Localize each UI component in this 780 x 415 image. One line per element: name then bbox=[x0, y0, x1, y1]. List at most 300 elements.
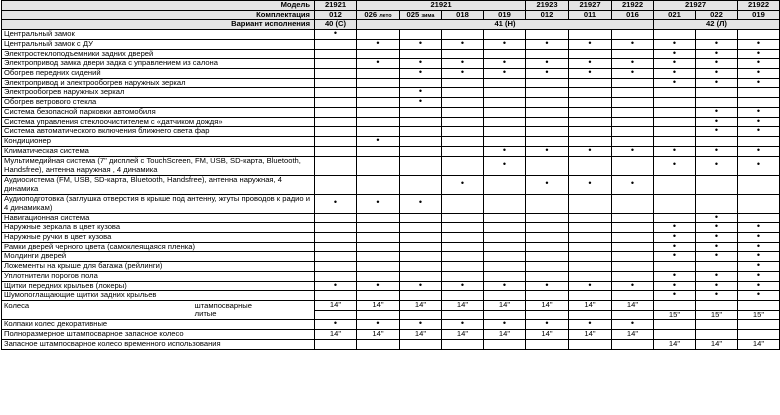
availability-cell bbox=[400, 175, 442, 194]
included-dot: • bbox=[756, 290, 761, 300]
included-dot: • bbox=[588, 58, 592, 68]
table-row bbox=[2, 78, 780, 88]
availability-cell bbox=[357, 49, 400, 59]
availability-cell bbox=[612, 137, 654, 147]
included-dot: • bbox=[756, 58, 761, 68]
availability-cell bbox=[569, 107, 612, 117]
availability-cell bbox=[442, 146, 484, 156]
availability-cell bbox=[696, 69, 738, 79]
availability-cell bbox=[400, 30, 442, 40]
wheel-size-cell: 14" bbox=[400, 300, 442, 310]
availability-cell bbox=[526, 175, 569, 194]
availability-cell bbox=[696, 137, 738, 147]
availability-cell bbox=[484, 271, 526, 281]
availability-cell bbox=[612, 252, 654, 262]
wheel-size-cell bbox=[654, 300, 696, 310]
included-dot: • bbox=[333, 319, 338, 329]
included-dot: • bbox=[756, 261, 761, 271]
availability-cell bbox=[654, 262, 696, 272]
availability-cell bbox=[315, 59, 357, 69]
wheel-size-cell bbox=[400, 310, 442, 320]
availability-cell bbox=[400, 88, 442, 98]
availability-cell bbox=[738, 69, 780, 79]
included-dot: • bbox=[545, 146, 549, 155]
table-row bbox=[2, 156, 780, 175]
availability-cell bbox=[612, 107, 654, 117]
feature-label: Электропривод и электрообогрев наружных зеркал bbox=[2, 78, 315, 88]
availability-cell bbox=[315, 242, 357, 252]
availability-cell bbox=[526, 88, 569, 98]
availability-cell bbox=[738, 156, 780, 175]
availability-cell bbox=[357, 107, 400, 117]
table-row bbox=[2, 30, 780, 40]
trim-code: 016 bbox=[626, 10, 639, 19]
availability-cell bbox=[484, 213, 526, 223]
availability-cell bbox=[315, 281, 357, 291]
availability-cell bbox=[400, 271, 442, 281]
availability-cell bbox=[569, 175, 612, 194]
included-dot: • bbox=[588, 68, 592, 78]
availability-cell bbox=[315, 320, 357, 330]
included-dot: • bbox=[588, 281, 592, 290]
availability-cell bbox=[696, 78, 738, 88]
table-row bbox=[2, 146, 780, 156]
availability-cell bbox=[526, 213, 569, 223]
included-dot: • bbox=[672, 290, 677, 300]
availability-cell bbox=[357, 223, 400, 233]
included-dot: • bbox=[714, 58, 719, 68]
availability-cell bbox=[442, 39, 484, 49]
availability-cell bbox=[654, 39, 696, 49]
availability-cell bbox=[696, 194, 738, 213]
availability-cell bbox=[654, 223, 696, 233]
feature-label: Система безопасной парковки автомобиля bbox=[2, 107, 315, 117]
included-dot: • bbox=[672, 39, 677, 48]
availability-cell bbox=[612, 232, 654, 242]
availability-cell bbox=[400, 146, 442, 156]
included-dot: • bbox=[545, 58, 549, 68]
included-dot: • bbox=[588, 178, 592, 189]
model-cell: 21927 bbox=[569, 1, 612, 11]
availability-cell bbox=[315, 175, 357, 194]
availability-cell bbox=[442, 223, 484, 233]
wheel-size-cell: 15" bbox=[654, 310, 696, 320]
included-dot: • bbox=[672, 232, 677, 241]
availability-cell bbox=[738, 223, 780, 233]
availability-cell bbox=[484, 127, 526, 137]
included-dot: • bbox=[376, 39, 380, 48]
availability-cell bbox=[696, 232, 738, 242]
wheel-size-cell bbox=[442, 339, 484, 349]
availability-cell bbox=[484, 146, 526, 156]
availability-cell bbox=[612, 271, 654, 281]
wheel-size-cell bbox=[357, 339, 400, 349]
availability-cell bbox=[484, 291, 526, 301]
availability-cell bbox=[569, 156, 612, 175]
included-dot: • bbox=[714, 39, 719, 48]
availability-cell bbox=[696, 49, 738, 59]
included-dot: • bbox=[672, 271, 677, 280]
availability-cell bbox=[484, 69, 526, 79]
availability-cell bbox=[738, 117, 780, 127]
availability-cell bbox=[738, 39, 780, 49]
availability-cell bbox=[654, 59, 696, 69]
trim-code: 018 bbox=[456, 10, 469, 19]
availability-cell bbox=[654, 88, 696, 98]
included-dot: • bbox=[714, 68, 719, 78]
availability-cell bbox=[357, 39, 400, 49]
included-dot: • bbox=[714, 232, 719, 241]
included-dot: • bbox=[714, 290, 719, 300]
availability-cell bbox=[484, 281, 526, 291]
included-dot: • bbox=[756, 117, 761, 126]
availability-cell bbox=[442, 88, 484, 98]
availability-cell bbox=[696, 175, 738, 194]
trim-cell bbox=[738, 10, 780, 20]
included-dot: • bbox=[756, 232, 761, 241]
availability-cell bbox=[484, 88, 526, 98]
included-dot: • bbox=[630, 178, 635, 189]
trim-cell bbox=[654, 10, 696, 20]
availability-cell bbox=[526, 320, 569, 330]
feature-label: Колпаки колес декоративные bbox=[2, 320, 315, 330]
availability-cell bbox=[442, 175, 484, 194]
included-dot: • bbox=[672, 281, 677, 290]
trim-cell bbox=[484, 10, 526, 20]
availability-cell bbox=[654, 78, 696, 88]
availability-cell bbox=[612, 88, 654, 98]
wheel-size-cell: 14" bbox=[484, 330, 526, 340]
availability-cell bbox=[484, 39, 526, 49]
included-dot: • bbox=[756, 49, 761, 58]
trim-cell bbox=[526, 10, 569, 20]
availability-cell bbox=[400, 232, 442, 242]
availability-cell bbox=[400, 281, 442, 291]
table-row bbox=[2, 271, 780, 281]
included-dot: • bbox=[502, 146, 507, 155]
included-dot: • bbox=[756, 126, 761, 136]
availability-cell bbox=[569, 117, 612, 127]
wheel-size-cell: 14" bbox=[442, 300, 484, 310]
availability-cell bbox=[484, 156, 526, 175]
included-dot: • bbox=[418, 319, 423, 329]
trim-note: лето bbox=[379, 12, 392, 19]
wheels-label: Колеса bbox=[4, 300, 30, 310]
availability-cell bbox=[315, 232, 357, 242]
availability-cell bbox=[357, 137, 400, 147]
model-cell: 21927 bbox=[654, 1, 738, 11]
included-dot: • bbox=[714, 107, 719, 116]
included-dot: • bbox=[714, 49, 719, 58]
included-dot: • bbox=[756, 78, 761, 87]
wheel-size-cell bbox=[569, 310, 612, 320]
availability-cell bbox=[696, 320, 738, 330]
availability-cell bbox=[315, 252, 357, 262]
availability-cell bbox=[357, 271, 400, 281]
availability-cell bbox=[400, 39, 442, 49]
included-dot: • bbox=[630, 319, 635, 329]
feature-label: Центральный замок с ДУ bbox=[2, 39, 315, 49]
feature-label: Навигационная система bbox=[2, 213, 315, 223]
availability-cell bbox=[442, 137, 484, 147]
availability-cell bbox=[442, 291, 484, 301]
availability-cell bbox=[569, 262, 612, 272]
availability-cell bbox=[400, 137, 442, 147]
availability-cell bbox=[357, 232, 400, 242]
availability-cell bbox=[442, 242, 484, 252]
availability-cell bbox=[526, 49, 569, 59]
feature-label: Уплотнители порогов пола bbox=[2, 271, 315, 281]
included-dot: • bbox=[714, 117, 719, 126]
included-dot: • bbox=[418, 68, 423, 78]
model-cell: 21923 bbox=[526, 1, 569, 11]
table-row bbox=[2, 223, 780, 233]
wheel-size-cell bbox=[526, 310, 569, 320]
availability-cell bbox=[654, 69, 696, 79]
availability-cell bbox=[612, 78, 654, 88]
availability-cell bbox=[484, 78, 526, 88]
availability-cell bbox=[442, 156, 484, 175]
availability-cell bbox=[696, 262, 738, 272]
availability-cell bbox=[654, 194, 696, 213]
included-dot: • bbox=[672, 58, 677, 68]
availability-cell bbox=[442, 194, 484, 213]
included-dot: • bbox=[418, 39, 423, 48]
feature-label: Аудиоподготовка (заглушка отверстия в крыше под антенну, жгуты проводов к радио и 4 динамикам) bbox=[2, 194, 315, 213]
availability-cell bbox=[484, 117, 526, 127]
included-dot: • bbox=[672, 222, 677, 232]
included-dot: • bbox=[545, 319, 549, 329]
availability-cell bbox=[654, 117, 696, 127]
feature-label: Наружные ручки в цвет кузова bbox=[2, 232, 315, 242]
availability-cell bbox=[654, 232, 696, 242]
availability-cell bbox=[654, 30, 696, 40]
included-dot: • bbox=[502, 58, 507, 68]
included-dot: • bbox=[630, 39, 635, 48]
availability-cell bbox=[526, 223, 569, 233]
availability-cell bbox=[315, 146, 357, 156]
trim-cell bbox=[569, 10, 612, 20]
included-dot: • bbox=[630, 281, 635, 290]
included-dot: • bbox=[418, 281, 423, 290]
included-dot: • bbox=[630, 58, 635, 68]
stamped-label: штампосварные bbox=[194, 300, 252, 310]
availability-cell bbox=[612, 98, 654, 108]
table-row bbox=[2, 59, 780, 69]
availability-cell bbox=[696, 107, 738, 117]
availability-cell bbox=[442, 213, 484, 223]
wheel-size-cell: 14" bbox=[569, 330, 612, 340]
feature-label: Ложементы на крыше для багажа (рейлинги) bbox=[2, 262, 315, 272]
trim-code: 026 bbox=[364, 10, 378, 19]
availability-cell bbox=[315, 291, 357, 301]
availability-cell bbox=[400, 242, 442, 252]
availability-cell bbox=[738, 281, 780, 291]
availability-cell bbox=[315, 78, 357, 88]
table-row bbox=[2, 137, 780, 147]
availability-cell bbox=[738, 291, 780, 301]
availability-cell bbox=[357, 98, 400, 108]
availability-cell bbox=[400, 262, 442, 272]
included-dot: • bbox=[376, 136, 380, 146]
availability-cell bbox=[526, 137, 569, 147]
availability-cell bbox=[442, 232, 484, 242]
availability-cell bbox=[315, 223, 357, 233]
included-dot: • bbox=[756, 281, 761, 290]
availability-cell bbox=[526, 69, 569, 79]
wheel-size-cell: 14" bbox=[696, 339, 738, 349]
included-dot: • bbox=[333, 281, 338, 290]
included-dot: • bbox=[714, 78, 719, 87]
availability-cell bbox=[484, 59, 526, 69]
availability-cell bbox=[569, 281, 612, 291]
availability-cell bbox=[654, 146, 696, 156]
availability-cell bbox=[654, 320, 696, 330]
availability-cell bbox=[696, 271, 738, 281]
availability-cell bbox=[569, 320, 612, 330]
wheel-size-cell bbox=[526, 339, 569, 349]
availability-cell bbox=[526, 194, 569, 213]
availability-cell bbox=[738, 30, 780, 40]
trim-code: 011 bbox=[583, 10, 597, 19]
availability-cell bbox=[357, 213, 400, 223]
feature-label: Мультимедийная система (7" дисплей с TouchScreen, FM, USB, SD-карта, Bluetooth, Handsfree), антенна наружная , 4 динамика bbox=[2, 156, 315, 175]
availability-cell bbox=[357, 194, 400, 213]
availability-cell bbox=[484, 223, 526, 233]
availability-cell bbox=[315, 137, 357, 147]
included-dot: • bbox=[588, 39, 592, 48]
availability-cell bbox=[315, 127, 357, 137]
availability-cell bbox=[612, 127, 654, 137]
availability-cell bbox=[696, 281, 738, 291]
equipment-table bbox=[1, 0, 780, 350]
included-dot: • bbox=[502, 281, 507, 290]
feature-label: Система управления стеклоочистителем с «датчиком дождя» bbox=[2, 117, 315, 127]
availability-cell bbox=[442, 59, 484, 69]
availability-cell bbox=[315, 39, 357, 49]
included-dot: • bbox=[545, 178, 549, 189]
feature-label: Климатическая система bbox=[2, 146, 315, 156]
trim-cell bbox=[357, 10, 400, 20]
included-dot: • bbox=[460, 281, 465, 290]
alloy-label: литые bbox=[194, 309, 217, 319]
availability-cell bbox=[612, 242, 654, 252]
model-cell: 21922 bbox=[738, 1, 780, 11]
availability-cell bbox=[315, 117, 357, 127]
feature-label: Рамки дверей черного цвета (самоклеящаяся пленка) bbox=[2, 242, 315, 252]
availability-cell bbox=[569, 232, 612, 242]
table-row bbox=[2, 175, 780, 194]
version-cell: 41 (Н) bbox=[357, 20, 654, 30]
availability-cell bbox=[357, 117, 400, 127]
version-cell: 40 (С) bbox=[315, 20, 357, 30]
availability-cell bbox=[569, 30, 612, 40]
availability-cell bbox=[400, 194, 442, 213]
availability-cell bbox=[696, 98, 738, 108]
included-dot: • bbox=[460, 319, 465, 329]
availability-cell bbox=[738, 271, 780, 281]
table-row bbox=[2, 194, 780, 213]
wheel-size-cell: 14" bbox=[357, 330, 400, 340]
availability-cell bbox=[400, 98, 442, 108]
feature-label: Аудиосистема (FM, USB, SD-карта, Bluetooth, Handsfree), антенна наружная, 4 динамика bbox=[2, 175, 315, 194]
availability-cell bbox=[526, 78, 569, 88]
trim-row bbox=[2, 10, 780, 20]
feature-label: Полноразмерное штампосварное запасное колесо bbox=[2, 330, 315, 340]
availability-cell bbox=[442, 78, 484, 88]
table-row bbox=[2, 242, 780, 252]
included-dot: • bbox=[714, 222, 719, 232]
version-label: Вариант исполнения bbox=[2, 20, 315, 30]
availability-cell bbox=[696, 39, 738, 49]
table-row bbox=[2, 69, 780, 79]
availability-cell bbox=[400, 252, 442, 262]
availability-cell bbox=[654, 242, 696, 252]
availability-cell bbox=[315, 194, 357, 213]
included-dot: • bbox=[502, 68, 507, 78]
table-row bbox=[2, 127, 780, 137]
availability-cell bbox=[484, 98, 526, 108]
wheel-size-cell: 14" bbox=[400, 330, 442, 340]
availability-cell bbox=[526, 281, 569, 291]
included-dot: • bbox=[714, 146, 719, 155]
availability-cell bbox=[484, 242, 526, 252]
availability-cell bbox=[612, 291, 654, 301]
availability-cell bbox=[696, 223, 738, 233]
availability-cell bbox=[400, 156, 442, 175]
availability-cell bbox=[612, 213, 654, 223]
included-dot: • bbox=[502, 319, 507, 329]
availability-cell bbox=[569, 223, 612, 233]
wheel-size-cell bbox=[442, 310, 484, 320]
table-row bbox=[2, 262, 780, 272]
availability-cell bbox=[400, 223, 442, 233]
feature-label: Система автоматического включения ближнего света фар bbox=[2, 127, 315, 137]
availability-cell bbox=[357, 59, 400, 69]
wheel-size-cell: 15" bbox=[696, 310, 738, 320]
availability-cell bbox=[400, 117, 442, 127]
availability-cell bbox=[357, 175, 400, 194]
wheel-size-cell: 14" bbox=[484, 300, 526, 310]
feature-label: Электростеклоподъемники задних дверей bbox=[2, 49, 315, 59]
wheel-size-cell bbox=[696, 300, 738, 310]
availability-cell bbox=[612, 223, 654, 233]
feature-label: Центральный замок bbox=[2, 30, 315, 40]
included-dot: • bbox=[672, 159, 677, 170]
included-dot: • bbox=[756, 159, 761, 170]
included-dot: • bbox=[672, 242, 677, 251]
availability-cell bbox=[526, 252, 569, 262]
availability-cell bbox=[654, 127, 696, 137]
availability-cell bbox=[738, 232, 780, 242]
trim-code: 019 bbox=[752, 10, 765, 19]
availability-cell bbox=[315, 213, 357, 223]
wheel-size-cell bbox=[569, 339, 612, 349]
availability-cell bbox=[612, 59, 654, 69]
table-row bbox=[2, 117, 780, 127]
availability-cell bbox=[400, 213, 442, 223]
wheel-size-cell bbox=[400, 339, 442, 349]
availability-cell bbox=[400, 107, 442, 117]
wheel-size-cell: 14" bbox=[569, 300, 612, 310]
availability-cell bbox=[442, 117, 484, 127]
availability-cell bbox=[738, 262, 780, 272]
trim-code: 019 bbox=[498, 10, 511, 19]
availability-cell bbox=[696, 88, 738, 98]
included-dot: • bbox=[714, 271, 719, 280]
feature-label: Кондиционер bbox=[2, 137, 315, 147]
availability-cell bbox=[696, 127, 738, 137]
